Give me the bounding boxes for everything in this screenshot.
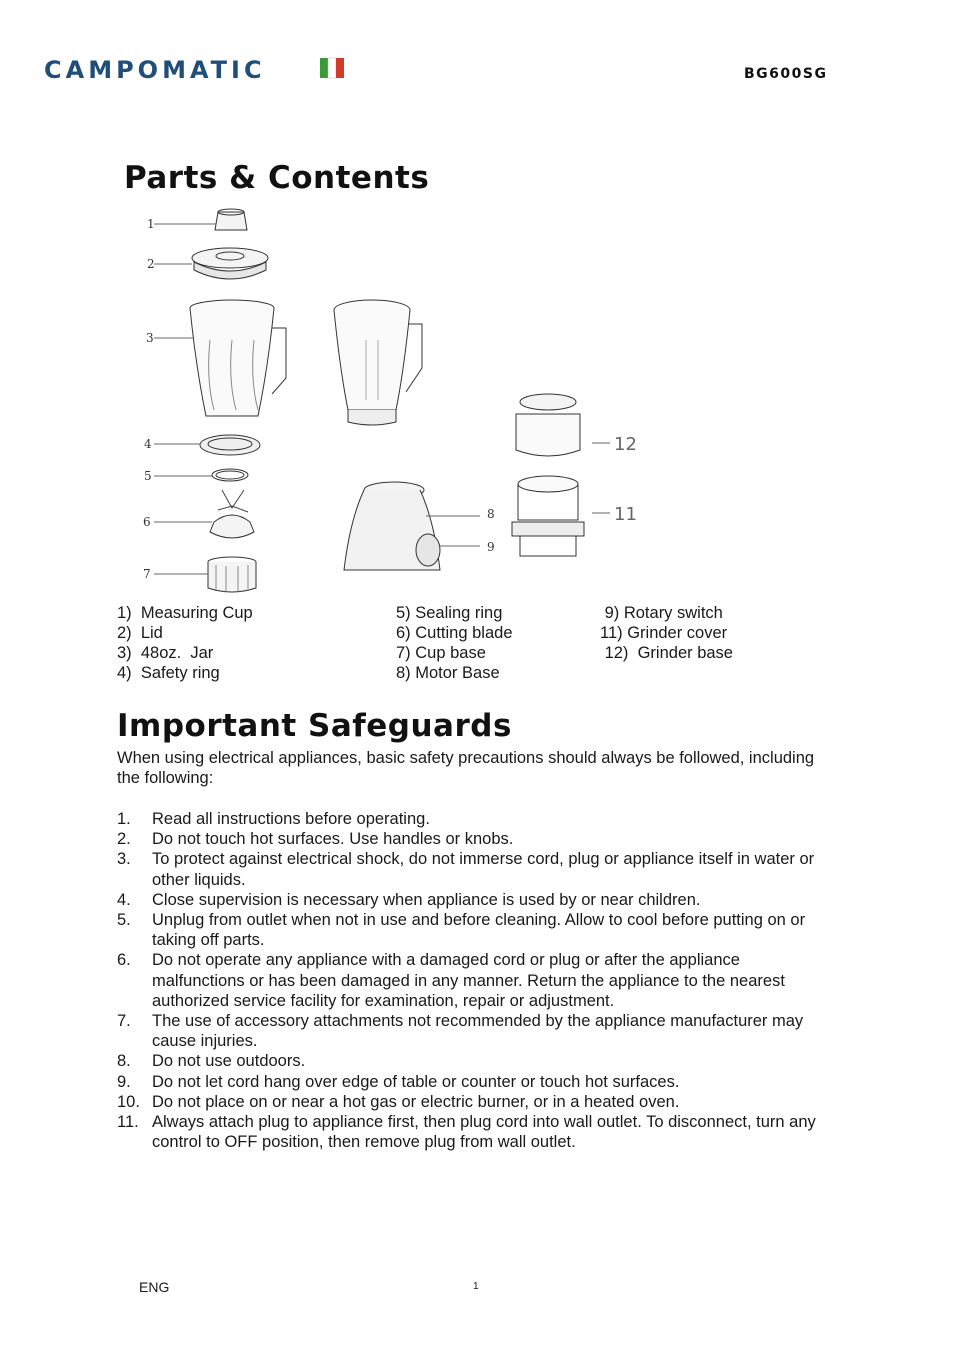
list-item (117, 1051, 837, 1071)
parts-list-column-3 (600, 603, 733, 663)
italian-flag-icon (320, 58, 344, 78)
parts-list-item: 11) Grinder cover (600, 624, 728, 642)
item-number: 4. (117, 890, 131, 909)
item-text: Do not place on or near a hot gas or electric burner, or in a heated oven. (152, 1092, 680, 1111)
list-item (117, 910, 837, 950)
item-text: To protect against electrical shock, do not immerse cord, plug or appliance itself in water or other liquids. (152, 850, 815, 889)
diagram-label: 4 (144, 437, 152, 451)
parts-list-item: 3) 48oz. Jar (117, 644, 214, 662)
grinder-drawing (512, 394, 610, 556)
list-item (117, 1092, 837, 1112)
diagram-label: 11 (614, 504, 637, 525)
brand-logo-text: CAMPOMATIC (44, 56, 266, 82)
list-item (117, 849, 837, 889)
item-text: Read all instructions before operating. (152, 810, 430, 828)
safeguards-title: Important Safeguards (117, 708, 512, 744)
footer-language: ENG (139, 1279, 170, 1295)
list-item (117, 890, 837, 910)
item-number: 9. (117, 1072, 131, 1091)
item-text: Do not let cord hang over edge of table or counter or touch hot surfaces. (152, 1072, 680, 1091)
item-number: 5. (117, 911, 131, 930)
cutting-blade-drawing (154, 490, 254, 538)
parts-list-item: 5) Sealing ring (396, 604, 503, 622)
diagram-label: 1 (147, 217, 155, 231)
diagram-label: 8 (487, 507, 495, 521)
diagram-label: 5 (144, 469, 152, 483)
parts-list-item: 4) Safety ring (117, 664, 220, 682)
item-number: 6. (117, 951, 131, 970)
item-text: Always attach plug to appliance first, then plug cord into wall outlet. To disconnect, turn any control to OFF position, then remove plug from wall outlet. (152, 1113, 816, 1152)
parts-list-item: 2) Lid (117, 624, 163, 642)
list-item (117, 809, 837, 829)
item-number: 2. (117, 830, 131, 849)
measuring-cup-drawing (154, 209, 247, 230)
list-item (117, 829, 837, 849)
item-number: 10. (117, 1092, 140, 1111)
safety-ring-drawing (154, 435, 260, 455)
parts-list-item: 8) Motor Base (396, 664, 500, 682)
item-number: 1. (117, 810, 131, 828)
model-number: BG600SG (744, 66, 828, 82)
parts-list-column-1 (117, 603, 253, 683)
safeguards-intro: When using electrical appliances, basic safety precautions should always be followed, including the following: (117, 749, 815, 787)
page-number: 1 (473, 1281, 479, 1292)
item-number: 7. (117, 1012, 131, 1031)
list-item (117, 950, 837, 1011)
parts-title: Parts & Contents (124, 160, 430, 196)
list-item (117, 1072, 837, 1092)
diagram-label: 12 (614, 434, 637, 455)
item-text: Do not touch hot surfaces. Use handles or knobs. (152, 830, 514, 849)
item-number: 3. (117, 850, 131, 869)
diagram-label: 3 (146, 331, 154, 345)
sealing-ring-drawing (154, 469, 248, 481)
item-text: The use of accessory attachments not recommended by the appliance manufacturer may cause injuries. (152, 1012, 804, 1051)
diagram-label: 9 (487, 540, 495, 554)
item-number: 8. (117, 1052, 131, 1071)
parts-list-column-2 (396, 603, 513, 683)
parts-list-item: 6) Cutting blade (396, 624, 513, 642)
safeguards-list (117, 809, 837, 1152)
parts-list-item: 9) Rotary switch (600, 604, 723, 622)
parts-list-item: 12) Grinder base (600, 644, 733, 662)
jar-drawing (154, 300, 286, 416)
parts-list-item: 1) Measuring Cup (117, 604, 253, 622)
parts-diagram (130, 200, 650, 600)
item-text: Do not use outdoors. (152, 1052, 306, 1071)
item-number: 11. (117, 1113, 139, 1132)
motor-base-drawing (344, 482, 480, 570)
diagram-label: 2 (147, 257, 155, 271)
brand-logo (44, 56, 354, 82)
item-text: Do not operate any appliance with a damaged cord or plug or after the appliance malfunctions or has been damaged in any manner. Return the appliance to the nearest authorized service facility for examination, repair or adjustment. (152, 951, 785, 1010)
item-text: Close supervision is necessary when appliance is used by or near children. (152, 890, 701, 909)
list-item (117, 1112, 837, 1152)
parts-list-item: 7) Cup base (396, 644, 486, 662)
lid-drawing (154, 248, 268, 279)
diagram-label: 6 (143, 515, 151, 529)
diagram-label: 7 (143, 567, 151, 581)
cup-base-drawing (154, 557, 256, 592)
assembled-jar-drawing (334, 300, 422, 425)
list-item (117, 1011, 837, 1051)
item-text: Unplug from outlet when not in use and before cleaning. Allow to cool before putting on or taking off parts. (152, 911, 806, 950)
